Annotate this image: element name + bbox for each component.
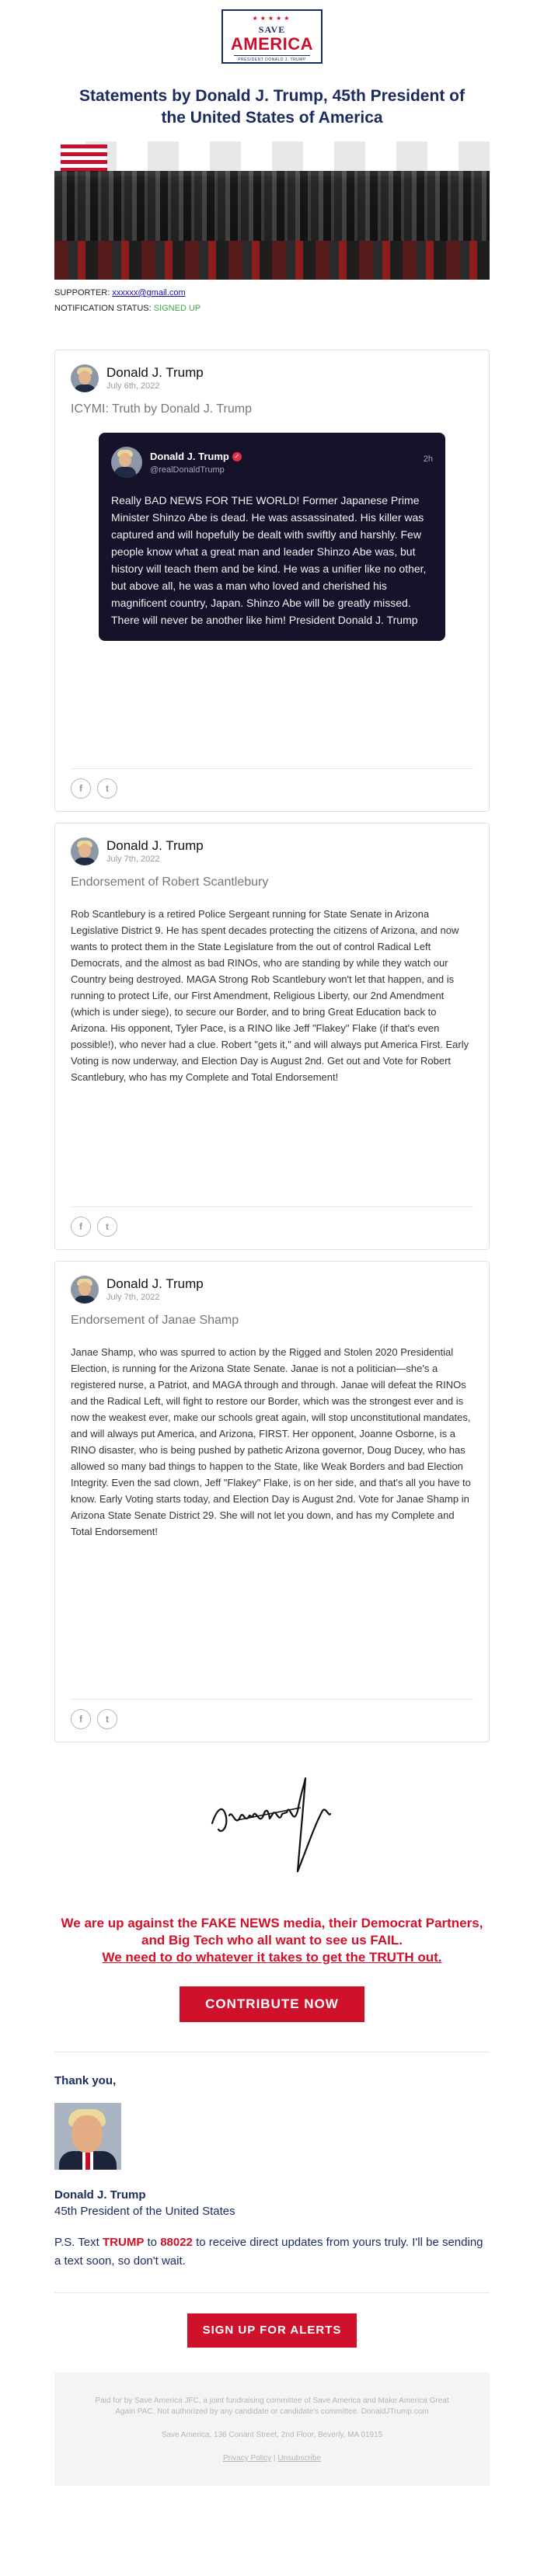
facebook-share-icon[interactable]: f <box>71 778 91 799</box>
sign-up-alerts-button[interactable]: SIGN UP FOR ALERTS <box>187 2313 357 2348</box>
author-block <box>106 1276 204 1303</box>
share-bar <box>71 1699 473 1729</box>
footer <box>54 2372 490 2486</box>
ps-keyword: TRUMP <box>103 2236 145 2249</box>
post-header <box>71 1276 473 1304</box>
ps-prefix: P.S. Text <box>54 2236 103 2249</box>
twitter-share-icon[interactable]: t <box>97 1217 117 1237</box>
author-avatar <box>71 364 99 392</box>
signature-image <box>206 1763 338 1879</box>
flag-image <box>61 144 107 172</box>
ps-suffix: to receive direct updates from yours truly. I'll be sending a text soon, so don't wait. <box>54 2236 483 2268</box>
post-title: Endorsement of Robert Scantlebury <box>71 875 269 889</box>
supporter-line <box>54 283 490 303</box>
logo-tagline: PRESIDENT DONALD J. TRUMP <box>234 55 310 62</box>
closing-thanks: Thank you, <box>54 2074 117 2087</box>
truth-avatar <box>111 447 142 478</box>
post-title: ICYMI: Truth by Donald J. Trump <box>71 402 252 416</box>
post-card <box>54 1261 490 1742</box>
post-header <box>71 364 473 392</box>
divider <box>54 2292 490 2293</box>
author-name: Donald J. Trump <box>106 838 204 853</box>
supporter-meta <box>54 283 490 314</box>
author-avatar <box>71 837 99 865</box>
post-body: Rob Scantlebury is a retired Police Sergeant running for State Senate in Arizona Legislative District 9. He has spent decades protecting the citizens of Arizona, and now wants to protect them in the State Legislature from the out of control Radical Left Democrats, and the almost as bad RINOs, who are standing by while they watch our Country being destroyed. MAGA Strong Rob Scantlebury won't let that happen, and is running to protect Life, our First Amendment, Religious Liberty, our 2nd Amendment (which is under siege), to secure our Border, and to bring Great Education back to Arizona. His opponent, Tyler Pace, is a RINO like Jeff "Flakey" Flake (if that's even possible!), who never had a clue. Robert "gets it," and will always put America First. Early Voting is now underway, and Election Day is August 2nd. Get out and Vote for Robert Scantlebury, who has my Complete and Total Endorsement! <box>71 908 469 1083</box>
hero-crowd <box>54 171 490 245</box>
notification-status: SIGNED UP <box>153 304 201 313</box>
post-body: Janae Shamp, who was spurred to action by the Rigged and Stolen 2020 Presidential Election, is running for the Arizona State Senate. Janae is not a politician—she's a registered nurse, a Patriot, and MAGA through and through. Janae will defeat the RINOs and the Radical Left, will fight to restore our Border, which was the strongest ever and is now the weakest ever, make our schools great again, will stop unconstitutional mandates, and will always put America, and Arizona, FIRST. Her opponent, Joanne Osborne, is a RINO disaster, who is being pushed by pathetic Arizona governor, Doug Ducey, who has allowed so many bad things to happen to the State, like Weak Borders and bad Election Integrity. Even the sad clown, Jeff "Flakey" Flake, is on her side, and that's all you have to know. Early Voting starts today, and Election Day is August 2nd. Vote for Janae Shamp in Arizona State Senate District 29. She will not let you down, and has my Complete and Total Endorsement! <box>71 1346 471 1537</box>
save-america-logo[interactable] <box>221 9 323 64</box>
truth-header <box>111 447 433 478</box>
truth-author-name: Donald J. Trump <box>150 451 229 462</box>
footer-disclaimer: Paid for by Save America JFC, a joint fundraising committee of Save America and Make America Great Again PAC. Not authorized by any candidate or candidate's committee. DonaldJTrump.com <box>95 2397 449 2416</box>
hero-foreground <box>54 241 490 280</box>
truth-text: Really BAD NEWS FOR THE WORLD! Former Japanese Prime Minister Shinzo Abe is dead. He was assassinated. His killer was captured and will hopefully be dealt with swiftly and harshly. Few people know what a great man and leader Shinzo Abe was, but history will teach them and be kind. He was a unifier like no other, but above all, he was a man who loved and cherished his magnificent country, Japan. Shinzo Abe will be greatly missed. There will never be another like him! President Donald J. Trump <box>111 494 427 626</box>
twitter-share-icon[interactable]: t <box>97 778 117 799</box>
portrait-photo <box>54 2103 121 2170</box>
author-block <box>106 838 204 865</box>
post-title: Endorsement of Janae Shamp <box>71 1314 239 1327</box>
logo-america-text: AMERICA <box>230 34 314 54</box>
postscript <box>54 2233 490 2271</box>
share-bar <box>71 768 473 799</box>
post-date: July 7th, 2022 <box>106 1293 160 1302</box>
supporter-email-link[interactable]: xxxxxx@gmail.com <box>112 288 186 298</box>
logo-stars: ★★★★★ <box>252 15 292 22</box>
author-name: Donald J. Trump <box>106 1276 204 1291</box>
hero-photo <box>54 141 490 280</box>
fundraising-pitch <box>54 1915 490 1966</box>
email-container <box>54 9 490 2486</box>
notification-label: NOTIFICATION STATUS: <box>54 304 152 313</box>
pitch-text: We are up against the FAKE NEWS media, their Democrat Partners, and Big Tech who all want to see us FAIL. <box>61 1916 483 1948</box>
facebook-share-icon[interactable]: f <box>71 1217 91 1237</box>
author-name: Donald J. Trump <box>106 365 204 380</box>
supporter-label: SUPPORTER: <box>54 288 110 298</box>
notification-line <box>54 303 490 314</box>
verified-badge-icon: ✓ <box>232 452 242 461</box>
author-avatar <box>71 1276 99 1304</box>
post-date: July 6th, 2022 <box>106 381 160 391</box>
facebook-share-icon[interactable]: f <box>71 1709 91 1729</box>
contribute-button[interactable]: CONTRIBUTE NOW <box>180 1986 364 2022</box>
ps-mid: to <box>144 2236 161 2249</box>
share-bar <box>71 1206 473 1237</box>
pitch-link[interactable]: We need to do whatever it takes to get the TRUTH out. <box>102 1950 442 1965</box>
signer-name: Donald J. Trump <box>54 2188 146 2202</box>
page-title: Statements by Donald J. Trump, 45th President of the United States of America <box>79 87 465 127</box>
unsubscribe-link[interactable]: Unsubscribe <box>277 2454 321 2463</box>
truth-handle: @realDonaldTrump <box>150 465 225 475</box>
footer-address: Save America, 136 Conant Street, 2nd Floor, Beverly, MA 01915 <box>161 2431 383 2439</box>
post-card <box>54 823 490 1250</box>
twitter-share-icon[interactable]: t <box>97 1709 117 1729</box>
truth-timestamp: 2h <box>423 454 433 464</box>
post-header <box>71 837 473 865</box>
post-card <box>54 350 490 812</box>
footer-links <box>85 2453 459 2464</box>
post-date: July 7th, 2022 <box>106 855 160 864</box>
logo-save-text: SAVE <box>258 24 286 35</box>
truth-author-block <box>150 450 242 475</box>
privacy-policy-link[interactable]: Privacy Policy <box>223 2454 272 2463</box>
signer-title: 45th President of the United States <box>54 2205 235 2218</box>
author-block <box>106 365 204 392</box>
embedded-truth-post[interactable] <box>99 433 445 641</box>
ps-number: 88022 <box>160 2236 193 2249</box>
footer-separator: | <box>271 2454 278 2463</box>
